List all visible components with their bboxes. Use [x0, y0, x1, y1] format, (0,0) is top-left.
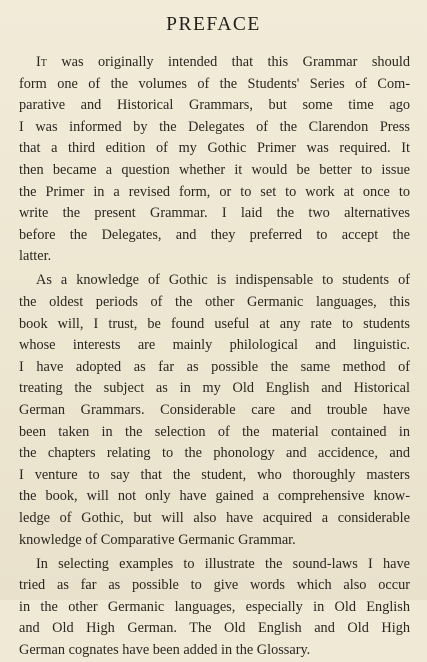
text-line: ledge of Gothic, but will also have acquired a considerable: [19, 509, 410, 526]
text-line: been taken in the selection of the material contained in: [19, 423, 410, 440]
text-line: form one of the volumes of the Students' Series of Com-: [19, 75, 410, 92]
text-line: whose interests are mainly philological and linguistic.: [19, 337, 410, 354]
text-line: As a knowledge of Gothic is indispensable to students of: [36, 272, 410, 289]
text-line: write the present Grammar. I laid the two alternatives: [19, 205, 410, 222]
page-title: PREFACE: [166, 14, 261, 35]
text-line: before the Delegates, and they preferred to accept the: [19, 226, 410, 243]
text-line: I have adopted as far as possible the same method of: [19, 358, 410, 375]
text-line: German Grammars. Considerable care and trouble have: [19, 402, 410, 418]
text-line: In selecting examples to illustrate the sound-laws I have: [36, 555, 410, 572]
text-line: book will, I trust, be found useful at any rate to students: [19, 315, 410, 332]
text-line: German cognates have been added in the Glossary.: [19, 642, 311, 659]
text-line: the Primer in a revised form, or to set to work at once to: [19, 183, 410, 200]
text-line: I was informed by the Delegates of the Clarendon Press: [19, 118, 410, 135]
text-line: latter.: [19, 248, 52, 265]
text-line: the oldest periods of the other Germanic languages, this: [19, 294, 410, 311]
text-line: the chapters relating to the phonology and accidence, and: [19, 445, 410, 462]
line-text: was originally intended that this Grammar should: [61, 54, 410, 70]
text-line: the book, will not only have gained a comprehensive know-: [19, 488, 410, 505]
text-line: tried as far as possible to give words which also occur: [19, 577, 410, 594]
text-line: knowledge of Comparative Germanic Grammar.: [19, 531, 296, 548]
paragraph-lead-word: It: [36, 54, 47, 70]
text-line: treating the subject as in my Old English and Historical: [19, 380, 410, 397]
preface-body: [19, 52, 410, 662]
text-line: parative and Historical Grammars, but some time ago: [19, 97, 410, 114]
text-line: then became a question whether it would be better to issue: [19, 161, 410, 178]
text-line: and Old High German. The Old English and Old High: [19, 620, 410, 637]
text-line: that a third edition of my Gothic Primer was required. It: [19, 140, 410, 157]
text-line: [19, 52, 410, 74]
text-line: I venture to say that the student, who thoroughly masters: [19, 466, 410, 483]
text-line: in the other Germanic languages, especially in Old English: [19, 598, 410, 615]
